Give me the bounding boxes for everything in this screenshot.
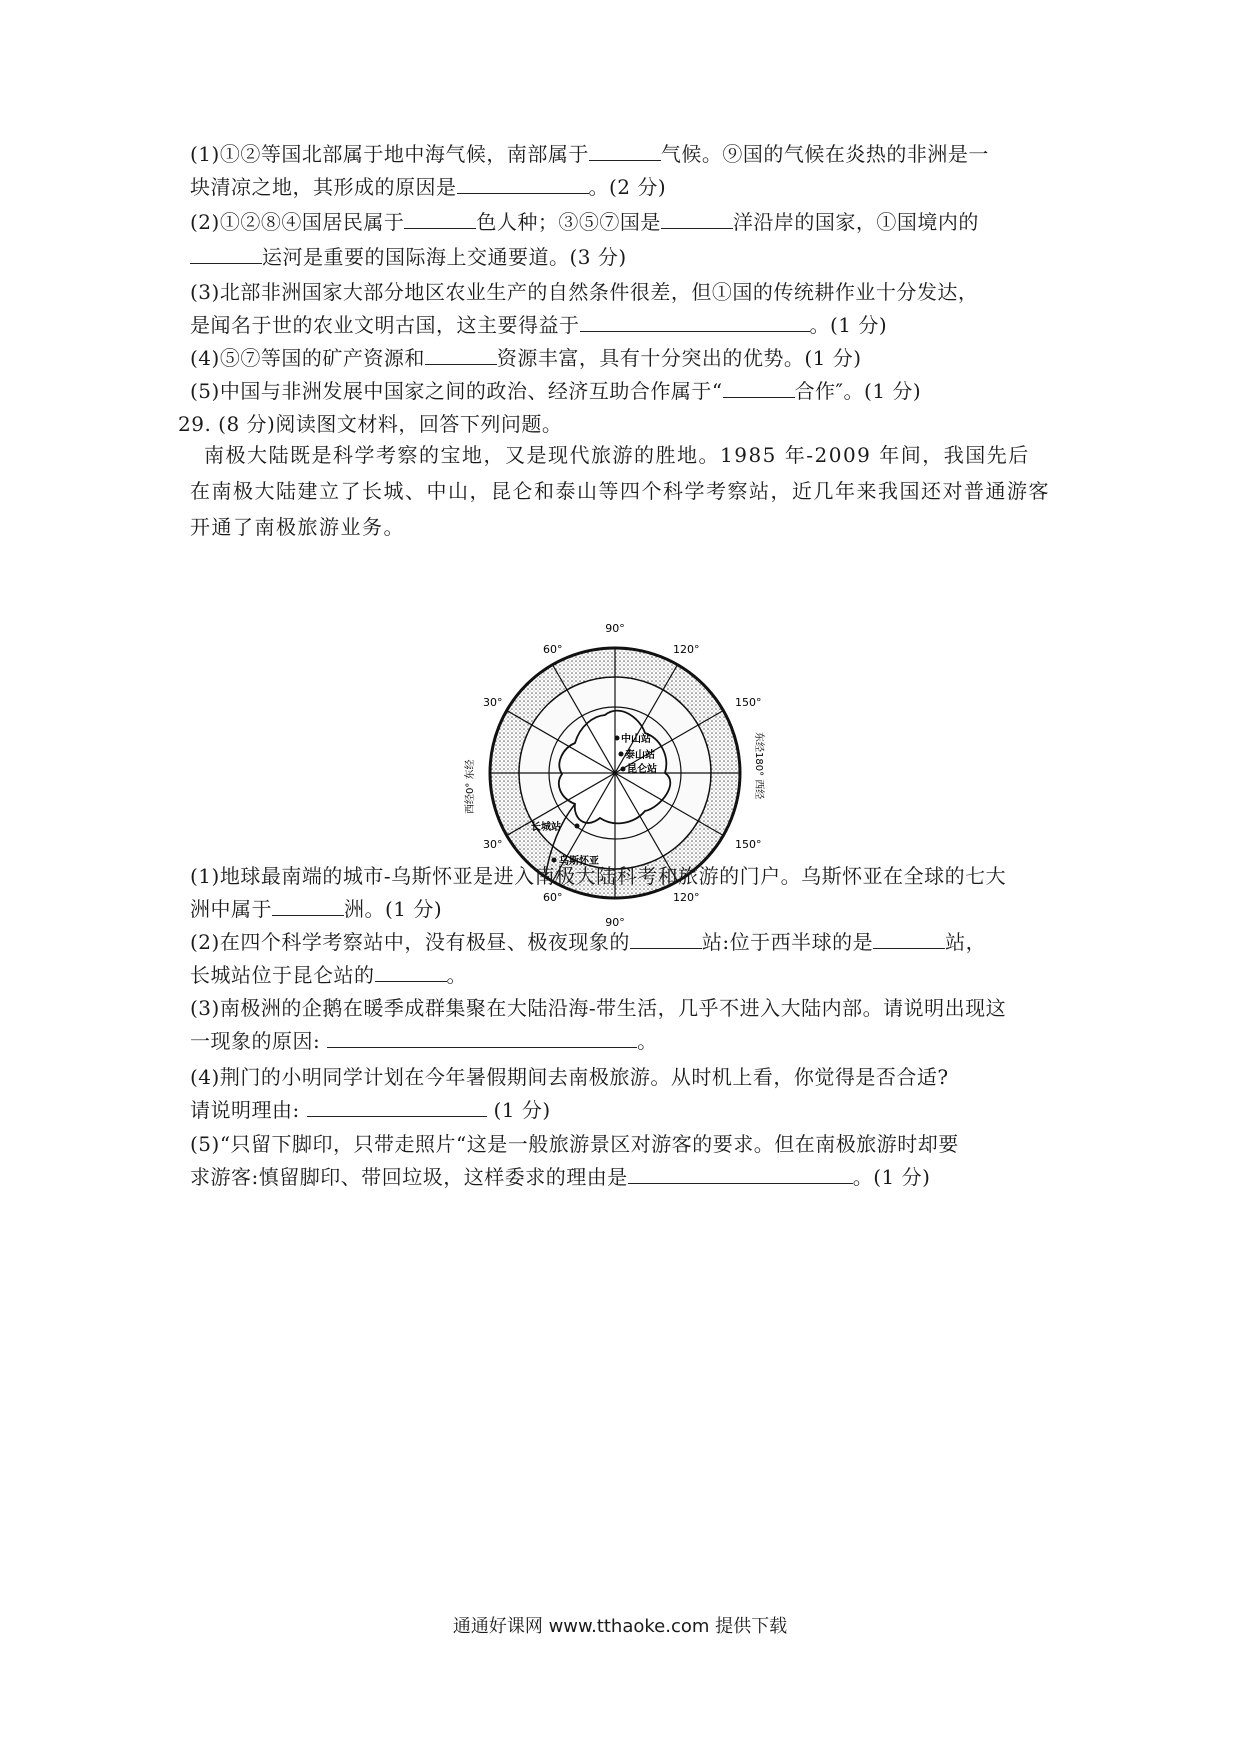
text: (5)中国与非洲发展中国家之间的政治、经济互助合作属于“ (190, 379, 723, 403)
text: 。(1 分) (852, 1165, 931, 1189)
q29-title: 29. (8 分)阅读图文材料，回答下列问题。 (178, 412, 563, 436)
lon-label-60-upper: 60° (543, 643, 563, 656)
answer-blank[interactable] (307, 1096, 487, 1117)
taishan-station-label: 泰山站 (625, 750, 655, 761)
changcheng-station-label: 长城站 (531, 822, 561, 833)
q29-1-line1 (190, 862, 1006, 890)
left-axis-label: 西经0° 东经 (465, 759, 476, 814)
text: 一现象的原因: (190, 1029, 321, 1053)
lon-label-top: 90° (605, 622, 625, 635)
text: 运河是重要的国际海上交通要道。(3 分) (262, 245, 627, 269)
q28-5 (190, 377, 921, 405)
right-axis-label: 东经180° 西经 (753, 732, 764, 800)
text: 站， (945, 930, 987, 954)
text: 洋沿岸的国家，①国境内的 (732, 210, 979, 234)
q28-1-line2 (190, 173, 666, 201)
text: 站:位于西半球的是 (701, 930, 874, 954)
q28-1-line1 (190, 140, 989, 168)
text: 洲中属于 (190, 897, 272, 921)
q29-2-line1 (190, 928, 986, 956)
q29-1-line2 (190, 895, 442, 923)
text: (2)①②⑧④国居民属于 (190, 210, 405, 234)
text: 。(2 分) (588, 175, 667, 199)
text: 请说明理由: (190, 1098, 300, 1122)
text: (3)南极洲的企鹅在暖季成群集聚在大陆沿海-带生活，几乎不进入大陆内部。请说明出现这 (190, 996, 1007, 1020)
q29-4-line2 (190, 1096, 551, 1124)
lon-label-150-upper: 150° (735, 696, 762, 709)
text: (3)北部非洲国家大部分地区农业生产的自然条件很差，但①国的传统耕作业十分发达， (190, 280, 979, 304)
lon-label-120-upper: 120° (673, 643, 700, 656)
answer-blank[interactable] (404, 208, 476, 229)
q28-2-line2 (190, 243, 627, 271)
text: 洲。(1 分) (344, 897, 443, 921)
zhongshan-station-marker (615, 736, 620, 741)
text: (1)地球最南端的城市-乌斯怀亚是进入南极大陆科考和旅游的门户。乌斯怀亚在全球的七大 (190, 864, 1007, 888)
text: (2)在四个科学考察站中，没有极昼、极夜现象的 (190, 930, 630, 954)
kunlun-station-marker (621, 767, 626, 772)
q29-4-line1 (190, 1063, 949, 1091)
text: 色人种；③⑤⑦国是 (476, 210, 661, 234)
text: 求游客:慎留脚印、带回垃圾，这样委求的理由是 (190, 1165, 628, 1189)
ushuaia-label: 乌斯怀亚 (559, 856, 599, 867)
q29-intro: 南极大陆既是科学考察的宝地，又是现代旅游的胜地。1985 年-2009 年间，我国先后在南极大陆建立了长城、中山，昆仑和泰山等四个科学考察站，近几年来我国还对普通游客开通了南极旅游业务。 (190, 443, 1050, 539)
lon-label-120-lower: 120° (673, 891, 700, 904)
q28-4 (190, 344, 862, 372)
kunlun-station-label: 昆仑站 (627, 764, 657, 775)
footer-source: 通通好课网 www.tthaoke.com 提供下载 (452, 1616, 788, 1637)
answer-blank[interactable] (630, 928, 702, 949)
answer-blank[interactable] (628, 1163, 853, 1184)
text: 。 (446, 963, 467, 987)
text: (4)荆门的小明同学计划在今年暑假期间去南极旅游。从时机上看，你觉得是否合适? (190, 1065, 949, 1089)
answer-blank[interactable] (425, 344, 497, 365)
text: (4)⑤⑦等国的矿产资源和 (190, 346, 425, 370)
text: 气候。⑨国的气候在炎热的非洲是一 (660, 142, 989, 166)
text: 资源丰富，具有十分突出的优势。(1 分) (496, 346, 862, 370)
text: 长城站位于昆仑站的 (190, 963, 375, 987)
answer-blank[interactable] (272, 895, 344, 916)
text: 。(1 分) (809, 313, 888, 337)
text: (5)“只留下脚印，只带走照片“这是一般旅游景区对游客的要求。但在南极旅游时却要 (190, 1132, 959, 1156)
answer-blank[interactable] (190, 243, 262, 264)
lon-label-150-lower: 150° (735, 838, 762, 851)
zhongshan-station-label: 中山站 (621, 734, 651, 745)
answer-blank[interactable] (589, 140, 661, 161)
answer-blank[interactable] (661, 208, 733, 229)
text: (1)①②等国北部属于地中海气候，南部属于 (190, 142, 589, 166)
q29-5-line2 (190, 1163, 930, 1191)
text: 。 (637, 1029, 658, 1053)
lon-label-60-lower: 60° (543, 891, 563, 904)
text: 是闻名于世的农业文明古国，这主要得益于 (190, 313, 580, 337)
answer-blank[interactable] (723, 377, 795, 398)
taishan-station-marker (619, 752, 624, 757)
q28-3-line1 (190, 278, 978, 306)
lon-label-bottom: 90° (605, 916, 625, 929)
lon-label-30-upper: 30° (483, 696, 503, 709)
answer-blank[interactable] (457, 173, 589, 194)
lon-label-30-lower: 30° (483, 838, 503, 851)
q29-3-line2 (190, 1027, 658, 1055)
q28-3-line2 (190, 311, 887, 339)
text: (1 分) (493, 1098, 551, 1122)
answer-blank[interactable] (375, 961, 447, 982)
q29-5-line1 (190, 1130, 959, 1158)
text: 合作″。(1 分) (794, 379, 922, 403)
text: 块清凉之地，其形成的原因是 (190, 175, 457, 199)
changcheng-station-marker (575, 824, 580, 829)
q28-2-line1 (190, 208, 979, 236)
answer-blank[interactable] (580, 311, 810, 332)
answer-blank[interactable] (327, 1027, 637, 1048)
answer-blank[interactable] (873, 928, 945, 949)
q29-3-line1 (190, 994, 1006, 1022)
q29-2-line2 (190, 961, 467, 989)
